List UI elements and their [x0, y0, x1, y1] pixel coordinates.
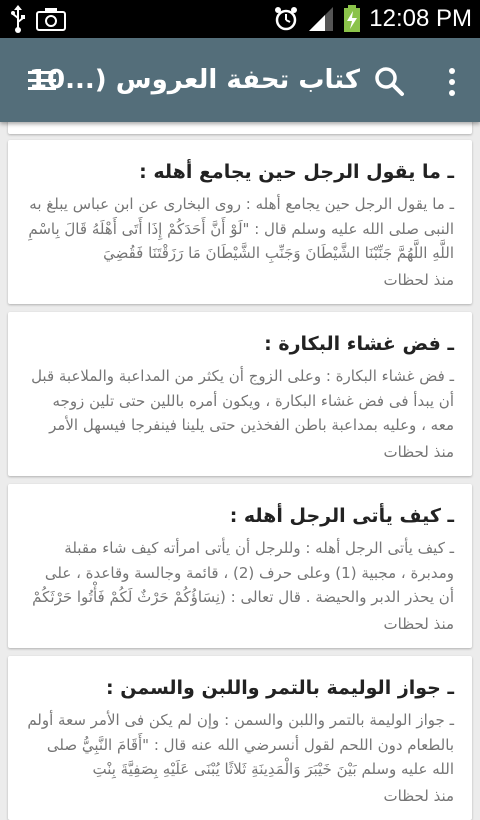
- battery-charging-icon: [343, 5, 361, 33]
- status-time: 12:08 PM: [369, 5, 472, 32]
- article-title: ـ ما يقول الرجل حين يجامع أهله :: [139, 161, 454, 183]
- article-excerpt: ـ فض غشاء البكارة : وعلى الزوج أن يكثر من المداعبة والملاعبة قبل أن يبدأ فى فض غشاء البكارة ، ويكون أمره باللين حتى تلين زوجه معه ، وعليه بمداعبة باطن الفخذين حتى يلينا فينفرجا فيسهل الأمر: [31, 367, 454, 434]
- article-excerpt: ـ كيف يأتى الرجل أهله : وللرجل أن يأتى امرأته كيف شاء مقبلة ومدبرة ، مجبية (1) وعلى حرف (2) ، قائمة وجالسة وقاعدة ، على أن يحذر الدبر والحيضة . قال تعالى : (نِسَاؤُكُمْ حَرْثٌ لَكُمْ فَأْتُوا حَرْثَكُمْ: [32, 539, 454, 606]
- article-excerpt: ـ ما يقول الرجل حين يجامع أهله : روى البخارى عن ابن عباس يبلغ به النبى صلى الله عليه وسلم قال : "لَوْ أَنَّ أَحَدَكُمْ إِذَا أَتَى أَهْلَهُ قَالَ بِاسْمِ اللَّهِ اللَّهُمَّ جَنِّبْنَا الشَّيْطَانَ وَجَنِّبِ الشَّيْطَانَ مَا رَزَقْتَنَا فَقُضِيَ: [28, 195, 454, 262]
- article-time: منذ لحظات: [383, 271, 454, 289]
- signal-icon: [307, 5, 335, 33]
- screenshot-icon: [36, 7, 66, 31]
- article-title: ـ فض غشاء البكارة :: [264, 333, 454, 355]
- list-item[interactable]: [8, 484, 472, 648]
- app-bar: [0, 38, 480, 122]
- more-vert-icon[interactable]: [440, 62, 464, 102]
- list-item[interactable]: [8, 656, 472, 820]
- article-time: منذ لحظات: [383, 787, 454, 805]
- list-item[interactable]: [8, 140, 472, 304]
- alarm-icon: [273, 6, 299, 32]
- usb-icon: [10, 5, 26, 33]
- article-title: ـ جواز الوليمة بالتمر واللبن والسمن :: [106, 677, 454, 699]
- status-bar: [0, 0, 480, 38]
- list-item[interactable]: [8, 312, 472, 476]
- article-excerpt: ـ جواز الوليمة بالتمر واللبن والسمن : وإن لم يكن فى الأمر سعة أولم بالطعام دون اللحم لقول أنسرضي الله عنه قال : "أَقَامَ النَّبِيُّ صلى الله عليه وسلم بَيْنَ خَيْبَرَ وَالْمَدِينَةِ ثَلاثًا يُبْنَى عَلَيْهِ بِصَفِيَّةَ بِنْتِ: [27, 711, 454, 778]
- article-time: منذ لحظات: [383, 443, 454, 461]
- page-title: كتاب تحفة العروس (...10: [28, 65, 360, 95]
- search-icon[interactable]: [370, 62, 410, 102]
- article-list[interactable]: [0, 122, 480, 805]
- article-title: ـ كيف يأتى الرجل أهله :: [229, 505, 454, 527]
- article-time: منذ لحظات: [383, 615, 454, 633]
